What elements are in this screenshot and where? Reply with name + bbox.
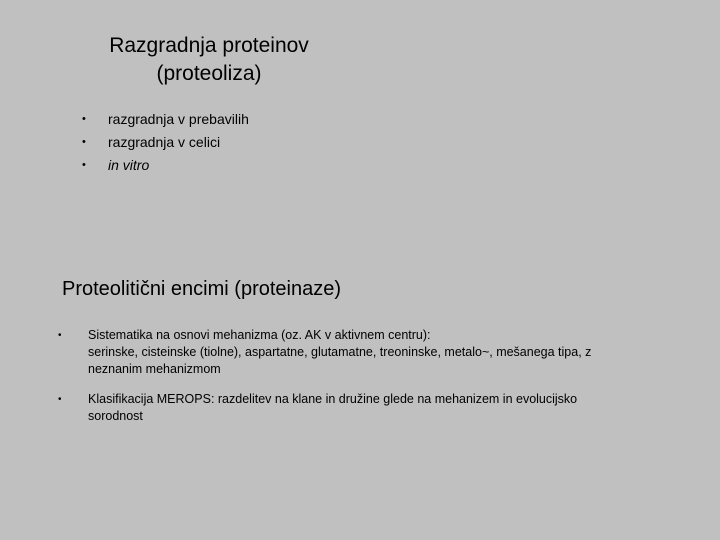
list-item-text: razgradnja v celici [108,134,221,150]
list-item-text: razgradnja v prebavilih [108,111,249,127]
bullet-icon: • [82,113,86,125]
proteolysis-title-line2: (proteoliza) [156,62,262,85]
proteolysis-title [50,32,368,88]
list-item [78,131,249,154]
list-item-text: in vitro [108,157,150,173]
list-item-line: serinske, cisteinske (tiolne), aspartatne, glutamatne, treoninske, metalo~, mešanega tipa, z [88,345,592,359]
list-item [58,327,668,378]
bullet-icon: • [82,159,86,171]
list-item [78,154,249,177]
proteolysis-title-line1: Razgradnja proteinov [109,34,309,57]
proteinases-title: Proteolitični encimi (proteinaze) [62,278,342,300]
list-item-line: Sistematika na osnovi mehanizma (oz. AK v aktivnem centru): [88,328,431,342]
list-item [78,108,249,131]
bullet-icon: • [58,330,62,341]
list-item-line: sorodnost [88,409,143,423]
list-item [58,391,668,425]
list-item-line: neznanim mehanizmom [88,362,221,376]
bullet-icon: • [82,136,86,148]
bullet-icon: • [58,394,62,405]
proteolysis-list [78,108,249,177]
proteinases-list [58,327,668,438]
list-item-line: Klasifikacija MEROPS: razdelitev na klane in družine glede na mehanizem in evolucijsko [88,392,578,406]
